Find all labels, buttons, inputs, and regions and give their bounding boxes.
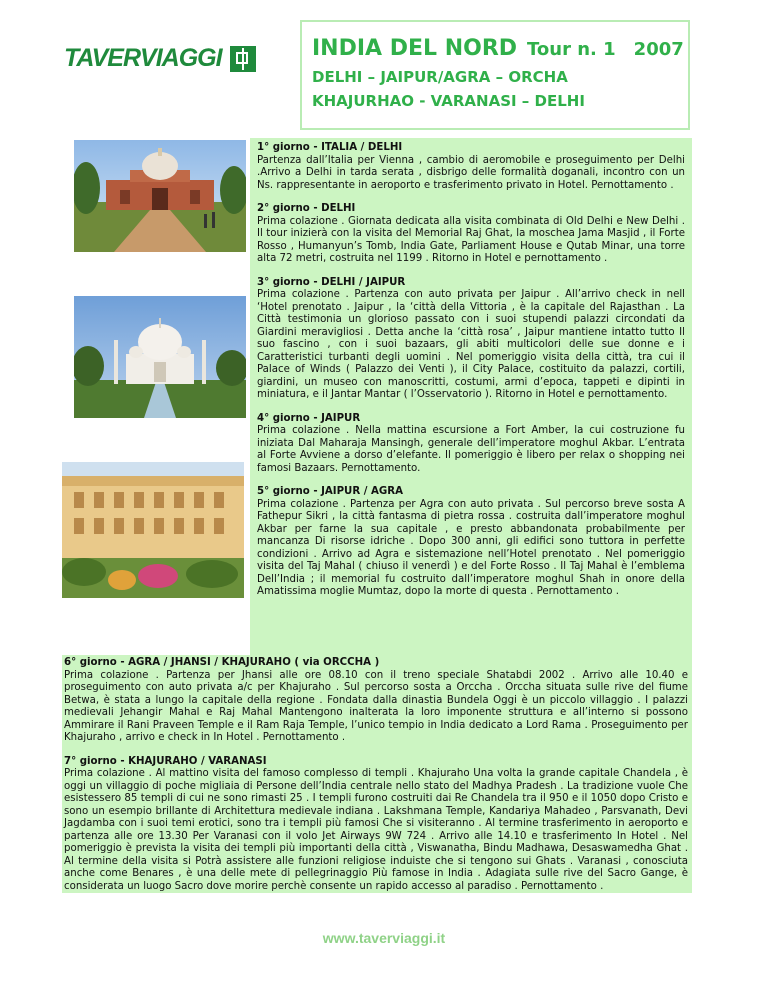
- title-box: [300, 20, 690, 130]
- day-6: [64, 657, 688, 745]
- day-5-title: 5° giorno - JAIPUR / AGRA: [257, 486, 403, 497]
- day-5-text: Prima colazione . Partenza per Agra con auto privata . Sul percorso breve sosta A Fathepur Sikri , la città fantasma di pietra rossa . costruita dall’imperatore moghul Akbar per farne la sua capitale , e presto abbandonata probabilmente per mancanza Di risorse idriche . Dopo 300 anni, gli edifici sono tuttora in perfette condizioni . Arrivo ad Agra e sistemazione nell’Hotel prenotato . Nel pomeriggio visita del Taj Mahal ( chiuso il venerdì ) e del Forte Rosso . Il Taj Mahal è l’emblema Dell’India ; il memorial fu costruito dall’imperatore moghul Shah in onore della Amatissima moglie Mumtaz, dopo la morte di questa . Pernottamento .: [257, 498, 685, 597]
- day-1-title: 1° giorno - ITALIA / DELHI: [257, 142, 403, 153]
- day-1-text: Partenza dall’Italia per Vienna , cambio di aeromobile e proseguimento per Delhi .Arrivo a Delhi in tarda serata , disbrigo delle formalità doganali, incontro con un Ns. rappresentante in aeroporto e trasferimento privato in Hotel. Pernottamento .: [257, 154, 685, 191]
- footer-url[interactable]: www.taverviaggi.it: [322, 930, 446, 946]
- itinerary-lower-block: [62, 655, 692, 893]
- day-5: [257, 486, 685, 599]
- day-4-text: Prima colazione . Nella mattina escursione a Fort Amber, la cui costruzione fu iniziata Dal Maharaja Mansingh, generale dell’imperatore moghul Akbar. L’entrata al Forte Avviene a dorso d’elefante. Il pomeriggio è libero per relax o shopping nei famosi Bazaars. Pernottamento.: [257, 425, 685, 474]
- brand-logo: [64, 44, 256, 73]
- tour-number: Tour n. 1: [527, 39, 616, 60]
- route-line-2: KHAJURHAO - VARANASI – DELHI: [312, 92, 585, 110]
- day-6-title: 6° giorno - AGRA / JHANSI / KHAJURAHO ( via ORCCHA ): [64, 657, 380, 668]
- itinerary-upper-block: [250, 138, 692, 656]
- photo-jaipur-palace: [62, 462, 244, 598]
- logo-text: TAVERVIAGGI: [64, 44, 222, 72]
- tour-year: 2007: [633, 39, 684, 60]
- day-6-text: Prima colazione . Partenza per Jhansi alle ore 08.10 con il treno speciale Shatabdi 2002 . Arrivo alle 10.40 e proseguimento con auto privata a/c per Khajuraho . Sul percorso sosta a Orccha . Orccha situata sulle rive del fiume Betwa, è stata a lungo la capitale della regione . Fondata dalla dinastia Bundela Oggi è un piccolo villaggio . I palazzi medievali Jehangir Mahal e Raj Mahal Mantengono inalterata la loro imponente struttura e all’interno si possono Ammirare il Rani Praveen Temple e il Ram Raja Temple, l’unico tempio in India dedicato a Lord Rama . Proseguimento per Khajuraho , arrivo e check in In Hotel . Pernottamento .: [64, 669, 688, 743]
- day-2: [257, 203, 685, 266]
- photo-humayun-tomb: [74, 140, 246, 252]
- day-2-text: Prima colazione . Giornata dedicata alla visita combinata di Old Delhi e New Delhi . Il tour inizierà con la visita del Memorial Raj Ghat, la moschea Jama Masjid , il Forte Rosso , Humanyun’s Tomb, India Gate, Parliament House e Qutab Minar, una torre alta 72 metri, costruita nel 1199 . Ritorno in Hotel e pernottamento .: [257, 215, 685, 264]
- day-7-text: Prima colazione . Al mattino visita del famoso complesso di templi . Khajuraho Una volta la grande capitale Chandela , è oggi un villaggio di poche migliaia di Persone dell’India centrale nello stato del Madhya Pradesh . La tradizione vuole Che esistessero 85 templi di cui ne sono rimasti 25 . I templi furono costruiti dai Re Chandela tra il 950 e il 1050 dopo Cristo e sono un esempio brillante di Architettura medievale indiana . Lakshmana Temple, Kandariya Mahadeo , Parsvanath, Devi Jagdamba con i suoi temi erotici, sono tra i templi più famosi Che si visiteranno . Al termine trasferimento in aeroporto e partenza alle ore 13.30 Per Varanasi con il volo Jet Airways 9W 724 . Arrivo alle 14.10 e trasferimento In Hotel . Nel pomeriggio è prevista la visita dei templi più importanti della città , Viswanatha, Bindu Madhawa, Desaswamedha Ghat . Al termine della visita si Potrà assistere alle funzioni religiose induiste che si tengono sui Ghats . Varanasi , conosciuta anche come Benares , è una delle mete di pellegrinaggio Più famose in India . Adagiata sulle rive del Sacro Gange, è considerata un luogo Sacro dove morire perchè consente un rapido accesso al paradiso . Pernottamento .: [64, 768, 688, 892]
- logo-mark-icon: [230, 46, 256, 72]
- day-3-title: 3° giorno - DELHI / JAIPUR: [257, 276, 406, 288]
- day-7-title: 7° giorno - KHAJURAHO / VARANASI: [64, 755, 267, 767]
- day-7: [64, 756, 688, 894]
- day-4-title: 4° giorno - JAIPUR: [257, 412, 361, 424]
- day-3: [257, 277, 685, 402]
- photo-taj-mahal: [74, 296, 246, 418]
- route-line-1: DELHI – JAIPUR/AGRA – ORCHA: [312, 68, 568, 86]
- day-4: [257, 413, 685, 476]
- day-3-text: Prima colazione . Partenza con auto privata per Jaipur . All’arrivo check in nell ‘Hotel prenotato . Jaipur , la ‘città della Vittoria , è la capitale del Rajasthan . La Città testimonia un glorioso passato con i suoi stupendi palazzi circondati da Giardini meravigliosi . Detta anche la ‘città rosa’ , Jaipur mantiene intatto tutto Il suo fascino , con i suoi bazaars, gli abiti multicolori delle sue donne e i Caratteristici turbanti degli uomini . Nel pomeriggio visita della città, tra cui il Palace of Winds ( Palazzo dei Venti ), il City Palace, costituito da palazzi, cortili, giardini, un museo con manoscritti, costumi, armi d’epoca, tappeti e dipinti in miniatura, e il Jantar Mantar ( l’Osservatorio ). Ritorno in Hotel e pernottamento.: [257, 289, 685, 400]
- day-1: [257, 142, 685, 192]
- day-2-title: 2° giorno - DELHI: [257, 203, 356, 214]
- title-line: [312, 36, 684, 63]
- page-title: INDIA DEL NORD: [312, 36, 518, 61]
